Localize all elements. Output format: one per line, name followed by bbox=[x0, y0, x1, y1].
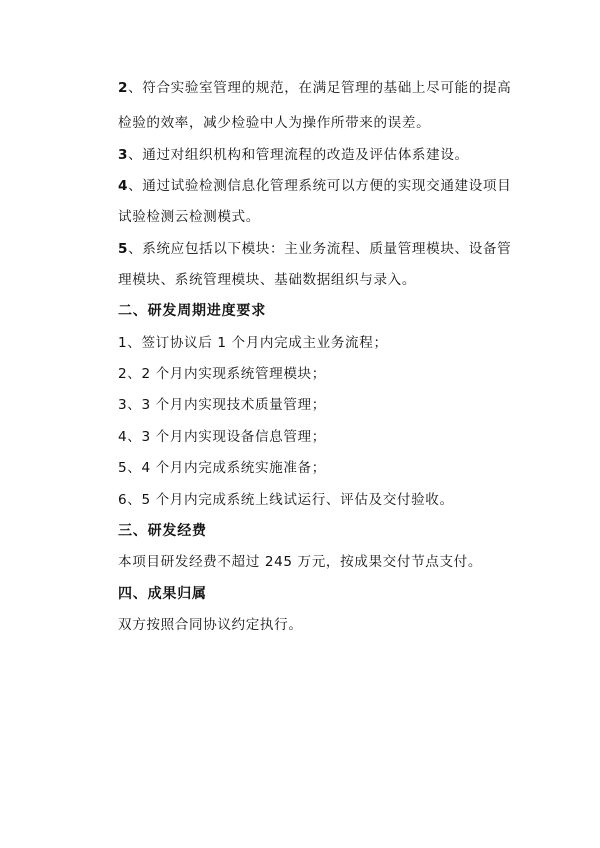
funding-text: 本项目研发经费不超过 245 万元，按成果交付节点支付。 bbox=[118, 554, 483, 570]
schedule-item-2: 2、2 个月内实现系统管理模块； bbox=[118, 366, 326, 382]
section-funding-heading: 三、研发经费 bbox=[118, 523, 207, 539]
requirement-2-number: 2 bbox=[118, 80, 129, 96]
requirement-5-text-1: 、系统应包括以下模块：主业务流程、质量管理模块、设备管 bbox=[128, 241, 512, 257]
requirement-2-text-1: 、符合实验室管理的规范，在满足管理的基础上尽可能的提高 bbox=[128, 80, 512, 96]
schedule-item-4: 4、3 个月内实现设备信息管理； bbox=[118, 429, 326, 445]
schedule-item-6: 6、5 个月内完成系统上线试运行、评估及交付验收。 bbox=[118, 492, 454, 508]
requirement-4-line-2: 试验检测云检测模式。 bbox=[118, 209, 260, 225]
requirement-5-line-1 bbox=[118, 240, 511, 258]
requirement-5-line-2: 理模块、系统管理模块、基础数据组织与录入。 bbox=[118, 272, 417, 288]
requirement-3-line-1 bbox=[118, 146, 469, 164]
requirement-4-number: 4 bbox=[118, 178, 129, 194]
requirement-2-line-2: 检验的效率，减少检验中人为操作所带来的误差。 bbox=[118, 115, 431, 131]
requirement-5-number: 5 bbox=[118, 241, 129, 257]
schedule-item-3: 3、3 个月内实现技术质量管理； bbox=[118, 397, 326, 413]
requirement-4-text-1: 、通过试验检测信息化管理系统可以方便的实现交通建设项目 bbox=[128, 178, 512, 194]
requirement-4-line-1 bbox=[118, 177, 511, 195]
schedule-item-5: 5、4 个月内完成系统实施准备； bbox=[118, 460, 326, 476]
requirement-3-text-1: 、通过对组织机构和管理流程的改造及评估体系建设。 bbox=[128, 147, 469, 163]
requirement-3-number: 3 bbox=[118, 147, 129, 163]
ownership-text: 双方按照合同协议约定执行。 bbox=[118, 617, 303, 633]
requirement-2-line-1 bbox=[118, 79, 511, 97]
section-schedule-heading: 二、研发周期进度要求 bbox=[118, 303, 266, 319]
section-ownership-heading: 四、成果归属 bbox=[118, 586, 207, 602]
schedule-item-1: 1、签订协议后 1 个月内完成主业务流程； bbox=[118, 335, 388, 351]
